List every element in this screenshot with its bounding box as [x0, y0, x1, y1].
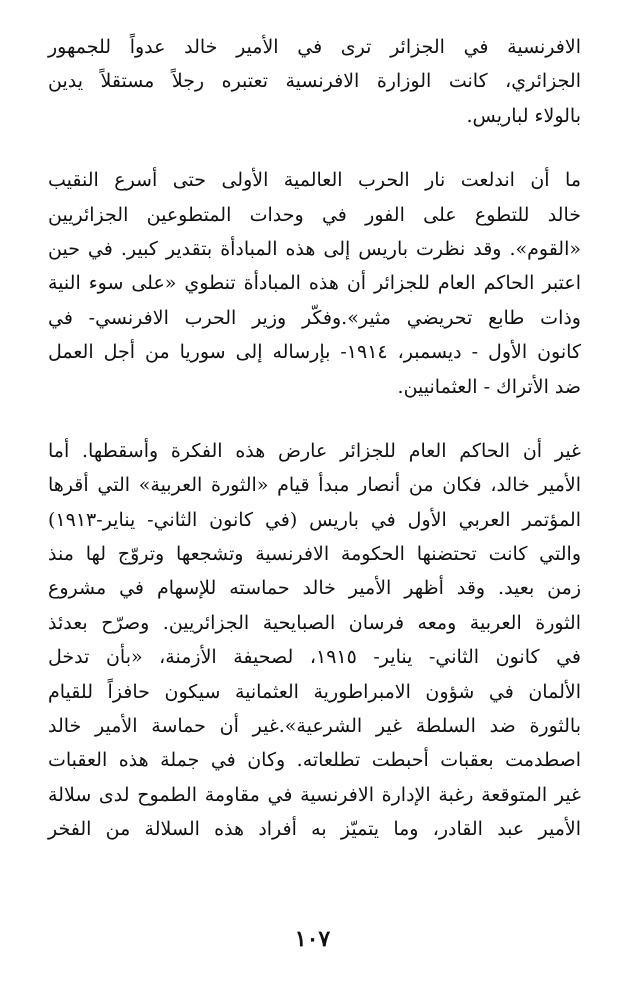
text-line: ضد الأتراك - العثمانيين.	[397, 375, 581, 398]
text-line: المؤتمر العربي الأول في باريس (في كانون الثاني- يناير-١٩١٣)	[48, 508, 581, 531]
page-number: ١٠٧	[294, 926, 331, 952]
text-line: الجزائري، كانت الوزارة الافرنسية تعتبره رجلاً مستقلاً يدين	[48, 70, 581, 93]
text-line: الافرنسية في الجزائر ترى في الأمير خالد عدواً للجمهور	[48, 36, 581, 58]
text-line: الألمان في شؤون الامبراطورية العثمانية سيكون حافزاً للقيام	[48, 680, 581, 703]
text-line: في كانون الثاني- يناير- ١٩١٥، لصحيفة الأزمنة، «بأن تدخل	[48, 646, 582, 669]
text-line: كانون الأول - ديسمبر، ١٩١٤- بإرساله إلى سوريا من أجل العمل	[48, 341, 581, 364]
text-line: وذات طابع تحريضي مثير».وفكّر وزير الحرب الافرنسي- في	[48, 306, 581, 329]
paragraph-2	[48, 163, 581, 404]
text-line: خالد للتطوع على الفور في وحدات المتطوعين الجزائريين	[48, 203, 581, 226]
text-line: الأمير خالد، فكان من أنصار مبدأ قيام «الثورة العربية» التي أقرها	[48, 474, 581, 497]
text-line: غير المتوقعة رغبة الإدارة الافرنسية في مقاومة الطموح لدى سلالة	[48, 783, 581, 806]
text-line: بالثورة ضد السلطة غير الشرعية».غير أن حماسة الأمير خالد	[48, 715, 581, 738]
text-line: الثورة العربية ومعه فرسان الصبايحية الجزائريين. وصرّح بعدئذ	[48, 611, 581, 634]
text-line: «القوم». وقد نظرت باريس إلى هذه المبادأة بتقدير كبير. في حين	[48, 237, 581, 260]
text-line: والتي كانت تحتضنها الحكومة الافرنسية وتشجعها وتروّج لها منذ	[48, 543, 581, 566]
text-line: غير أن الحاكم العام للجزائر عارض هذه الفكرة وأسقطها. أما	[48, 439, 581, 462]
page-body	[48, 30, 581, 847]
text-line: بالولاء لباريس.	[466, 104, 581, 127]
paragraph-spacer	[48, 404, 581, 434]
text-line: اصطدمت بعقبات أحبطت تطلعاته. وكان في جملة هذه العقبات	[48, 749, 581, 772]
text-line: ما أن اندلعت نار الحرب العالمية الأولى حتى أسرع النقيب	[48, 169, 581, 192]
paragraph-spacer	[48, 133, 581, 163]
paragraph-1	[48, 30, 581, 133]
text-line: الأمير عبد القادر، وما يتميّز به أفراد هذه السلالة من الفخر	[48, 818, 581, 841]
paragraph-3	[48, 434, 581, 847]
text-line: اعتبر الحاكم العام للجزائر أن هذه المبادأة تنطوي «على سوء النية	[48, 272, 581, 295]
text-line: زمن بعيد. وقد أظهر الأمير خالد حماسته للإسهام في مشروع	[48, 577, 581, 600]
